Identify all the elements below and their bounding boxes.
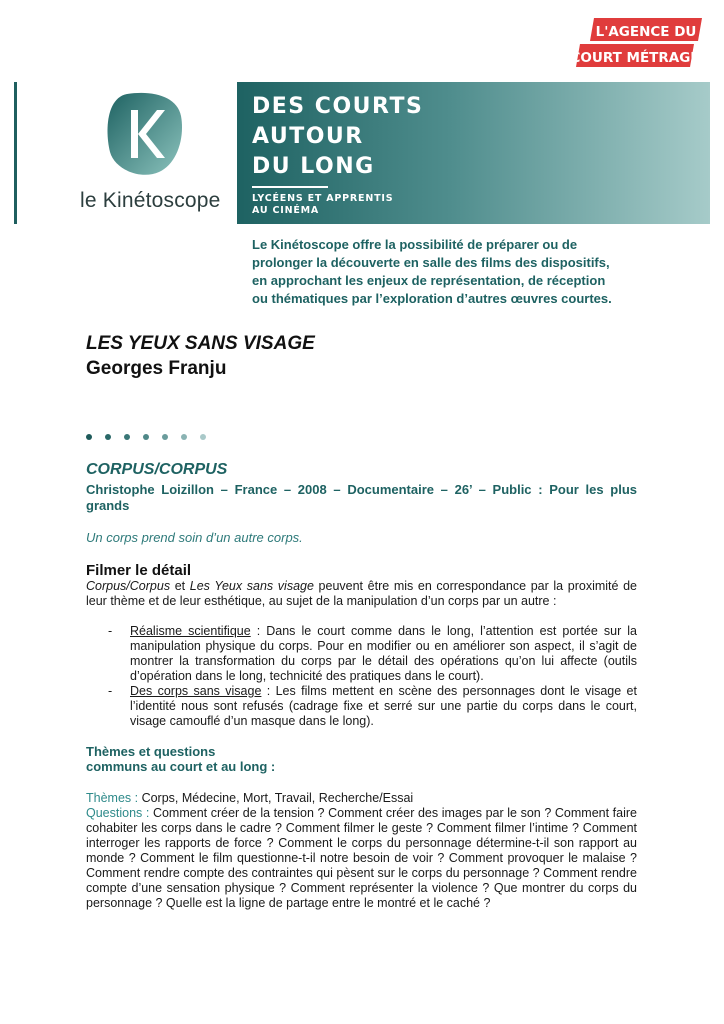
para-film-long: Les Yeux sans visage — [189, 579, 314, 593]
agency-line2: COURT MÉTRAGE — [570, 50, 700, 66]
questions-value: Comment créer de la tension ? Comment créer des images par le son ? Comment faire cohabiter les corps dans le cadre ? Comment filmer le geste ? Comment filmer l’intime ? Comment interroger les rapports de force ? Comment le corps du personnage détermine-t-il son rapport au monde ? Comment le film questionne-t-il notre besoin de voir ? Comment provoquer le malaise ? Comment rendre compte des contraintes qui pèsent sur le corps du personnage ? Comment rendre compte d’une sensation physique ? Comment représenter la violence ? Que montrer du corps du personnage ? Quelle est la ligne de partage entre le montré et le caché ? — [86, 806, 637, 910]
intro-text — [252, 236, 632, 308]
para-connector: et — [170, 579, 190, 593]
themes-heading — [86, 744, 275, 774]
kinetoscope-logo-icon — [107, 92, 183, 176]
short-film-credits: Christophe Loizillon – France – 2008 – Documentaire – 26’ – Public : Pour les plus grands — [86, 482, 637, 513]
themes-value: Corps, Médecine, Mort, Travail, Recherche/Essai — [141, 791, 414, 805]
banner-subtitle-line: AU CINÉMA — [252, 205, 320, 216]
intro-line: en approchant les enjeux de représentation, de réception — [252, 273, 606, 288]
bullet-label: Des corps sans visage — [130, 684, 262, 698]
banner-title-line: DES COURTS — [252, 94, 424, 119]
bullet-list — [108, 624, 637, 729]
bullet-item — [108, 624, 637, 684]
themes-row — [86, 791, 637, 806]
kinetoscope-name: le Kinétoscope — [80, 189, 221, 212]
decorative-dot — [162, 434, 168, 440]
banner-title-line: DU LONG — [252, 154, 375, 179]
banner-divider — [252, 186, 328, 188]
bullet-dash: - — [108, 684, 113, 698]
bullet-item — [108, 684, 637, 729]
banner-subtitle — [252, 193, 393, 217]
decorative-dots — [86, 434, 216, 442]
banner-title-line: AUTOUR — [252, 124, 364, 149]
questions-label: Questions : — [86, 806, 153, 820]
decorative-dot — [86, 434, 92, 440]
short-film-title: CORPUS/CORPUS — [86, 461, 228, 478]
agence-court-metrage-logo — [570, 18, 702, 68]
intro-line: ou thématiques par l’exploration d’autres œuvres courtes. — [252, 291, 612, 306]
decorative-dot — [143, 434, 149, 440]
banner-subtitle-line: LYCÉENS ET APPRENTIS — [252, 193, 394, 204]
header-left-accent — [14, 82, 17, 224]
film-director: Georges Franju — [86, 358, 227, 379]
intro-line: Le Kinétoscope offre la possibilité de préparer ou de — [252, 237, 578, 252]
short-film-tagline: Un corps prend soin d’un autre corps. — [86, 530, 303, 545]
bullet-label: Réalisme scientifique — [130, 624, 251, 638]
themes-heading-line: Thèmes et questions — [86, 744, 216, 759]
intro-line: prolonger la découverte en salle des films des dispositifs, — [252, 255, 610, 270]
film-title: LES YEUX SANS VISAGE — [86, 333, 315, 354]
para-film-short: Corpus/Corpus — [86, 579, 171, 593]
section-title: Filmer le détail — [86, 562, 192, 579]
bullet-text: : Les films mettent en scène des personnages dont le visage et l’identité nous sont refusés (cadrage fixe et serré sur une partie du corps dans le court, visage camouflé d’un masque dans le long). — [130, 684, 637, 728]
decorative-dot — [200, 434, 206, 440]
themes-heading-line: communs au court et au long : — [86, 759, 276, 774]
themes-label: Thèmes : — [86, 791, 142, 805]
questions-row — [86, 806, 637, 911]
decorative-dot — [105, 434, 111, 440]
section-paragraph — [86, 579, 637, 609]
bullet-text: : Dans le court comme dans le long, l’attention est portée sur la manipulation physique du corps. Pour en modifier ou en améliorer son aspect, il s’agit de montrer la transformation du corps par le détail des opérations qu’on lui affecte (outils d’opération dans le long, technicité des pratiques dans le court). — [130, 624, 638, 683]
bullet-dash: - — [108, 624, 113, 638]
decorative-dot — [181, 434, 187, 440]
banner-title — [252, 92, 423, 182]
agency-line1: L'AGENCE DU — [595, 24, 697, 40]
para-text: peuvent être mis en correspondance par la proximité de leur thème et de leur esthétique, au sujet de la manipulation d’un corps par un autre : — [86, 579, 637, 608]
decorative-dot — [124, 434, 130, 440]
